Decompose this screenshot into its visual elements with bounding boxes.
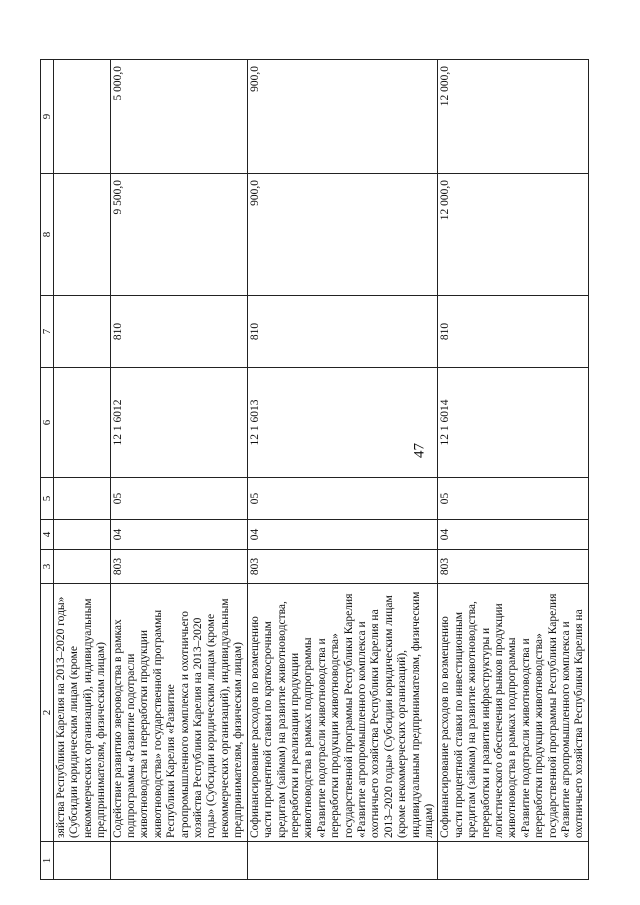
cell-target-article: 12 1 6012 bbox=[110, 368, 247, 478]
budget-table bbox=[40, 59, 589, 880]
cell-index bbox=[247, 842, 438, 880]
column-header-9: 9 bbox=[41, 60, 54, 174]
column-header-6: 6 bbox=[41, 368, 54, 478]
column-header-3: 3 bbox=[41, 550, 54, 584]
cell-ministry-code bbox=[54, 550, 111, 584]
cell-index bbox=[54, 842, 111, 880]
cell-subsection: 05 bbox=[438, 478, 588, 520]
table-row bbox=[54, 60, 111, 880]
rotated-page-content bbox=[40, 15, 600, 880]
page-number: 47 bbox=[411, 443, 428, 458]
cell-amount-2: 12 000,0 bbox=[438, 60, 588, 174]
column-header-5: 5 bbox=[41, 478, 54, 520]
cell-subsection: 05 bbox=[247, 478, 438, 520]
cell-section: 04 bbox=[247, 520, 438, 550]
column-header-8: 8 bbox=[41, 174, 54, 296]
cell-amount-1: 900,0 bbox=[247, 174, 438, 296]
column-header-4: 4 bbox=[41, 520, 54, 550]
cell-ministry-code: 803 bbox=[438, 550, 588, 584]
cell-amount-1: 12 000,0 bbox=[438, 174, 588, 296]
column-header-7: 7 bbox=[41, 296, 54, 368]
cell-index bbox=[438, 842, 588, 880]
cell-description: зяйства Республики Карелия на 2013–2020 годы» (Субсидии юридическим лицам (кроме некоммерческих организаций), индивидуальным предпринимателям, физическим лицам) bbox=[54, 584, 111, 842]
cell-description: Содействие развитию звероводства в рамках подпрограммы «Развитие подотрасли животноводства и переработки продукции животноводства» государственной программы Республики Карелия «Развитие агропромышленного комплекса и охотничьего хозяйства Республики Карелия на 2013–2020 годы» (Субсидии юридическим лицам (кроме некоммерческих организаций), индивидуальным предпринимателям, физическим лицам) bbox=[110, 584, 247, 842]
cell-description: Софинансирование расходов по возмещению части процентной ставки по краткосрочным кредитам (займам) на развитие животноводства, переработки и реализации продукции животноводства в рамках подпрограммы «Развитие подотрасли животноводства и переработки продукции животноводства» государственной программы Республики Карелия «Развитие агропромышленного комплекса и охотничьего хозяйства Республики Карелия на 2013–2020 годы» (Субсидии юридическим лицам (кроме некоммерческих организаций), индивидуальным предпринимателям, физическим лицам) bbox=[247, 584, 438, 842]
cell-ministry-code: 803 bbox=[247, 550, 438, 584]
cell-section: 04 bbox=[110, 520, 247, 550]
cell-subsection bbox=[54, 478, 111, 520]
cell-section bbox=[54, 520, 111, 550]
cell-target-article: 12 1 6013 bbox=[247, 368, 438, 478]
cell-amount-2: 5 000,0 bbox=[110, 60, 247, 174]
cell-amount-2: 900,0 bbox=[247, 60, 438, 174]
cell-expense-type: 810 bbox=[247, 296, 438, 368]
cell-expense-type: 810 bbox=[438, 296, 588, 368]
cell-target-article: 12 1 6014 bbox=[438, 368, 588, 478]
cell-amount-1: 9 500,0 bbox=[110, 174, 247, 296]
cell-expense-type: 810 bbox=[110, 296, 247, 368]
cell-amount-2 bbox=[54, 60, 111, 174]
column-header-2: 2 bbox=[41, 584, 54, 842]
table-row bbox=[247, 60, 438, 880]
cell-section: 04 bbox=[438, 520, 588, 550]
cell-index bbox=[110, 842, 247, 880]
cell-ministry-code: 803 bbox=[110, 550, 247, 584]
cell-description: Софинансирование расходов по возмещению части процентной ставки по инвестиционным кредитам (займам) на развитие животноводства, переработки и развития инфраструктуры и логистического обеспечения рынков продукции животноводства в рамках подпрограммы «Развитие подотрасли животноводства и переработки продукции животноводства» государственной программы Республики Карелия «Развитие агропромышленного комплекса и охотничьего хозяйства Республики Карелия на bbox=[438, 584, 588, 842]
cell-subsection: 05 bbox=[110, 478, 247, 520]
cell-target-article bbox=[54, 368, 111, 478]
cell-expense-type bbox=[54, 296, 111, 368]
table-row bbox=[110, 60, 247, 880]
column-header-1: 1 bbox=[41, 842, 54, 880]
table-row bbox=[438, 60, 588, 880]
cell-amount-1 bbox=[54, 174, 111, 296]
header-row bbox=[41, 60, 54, 880]
